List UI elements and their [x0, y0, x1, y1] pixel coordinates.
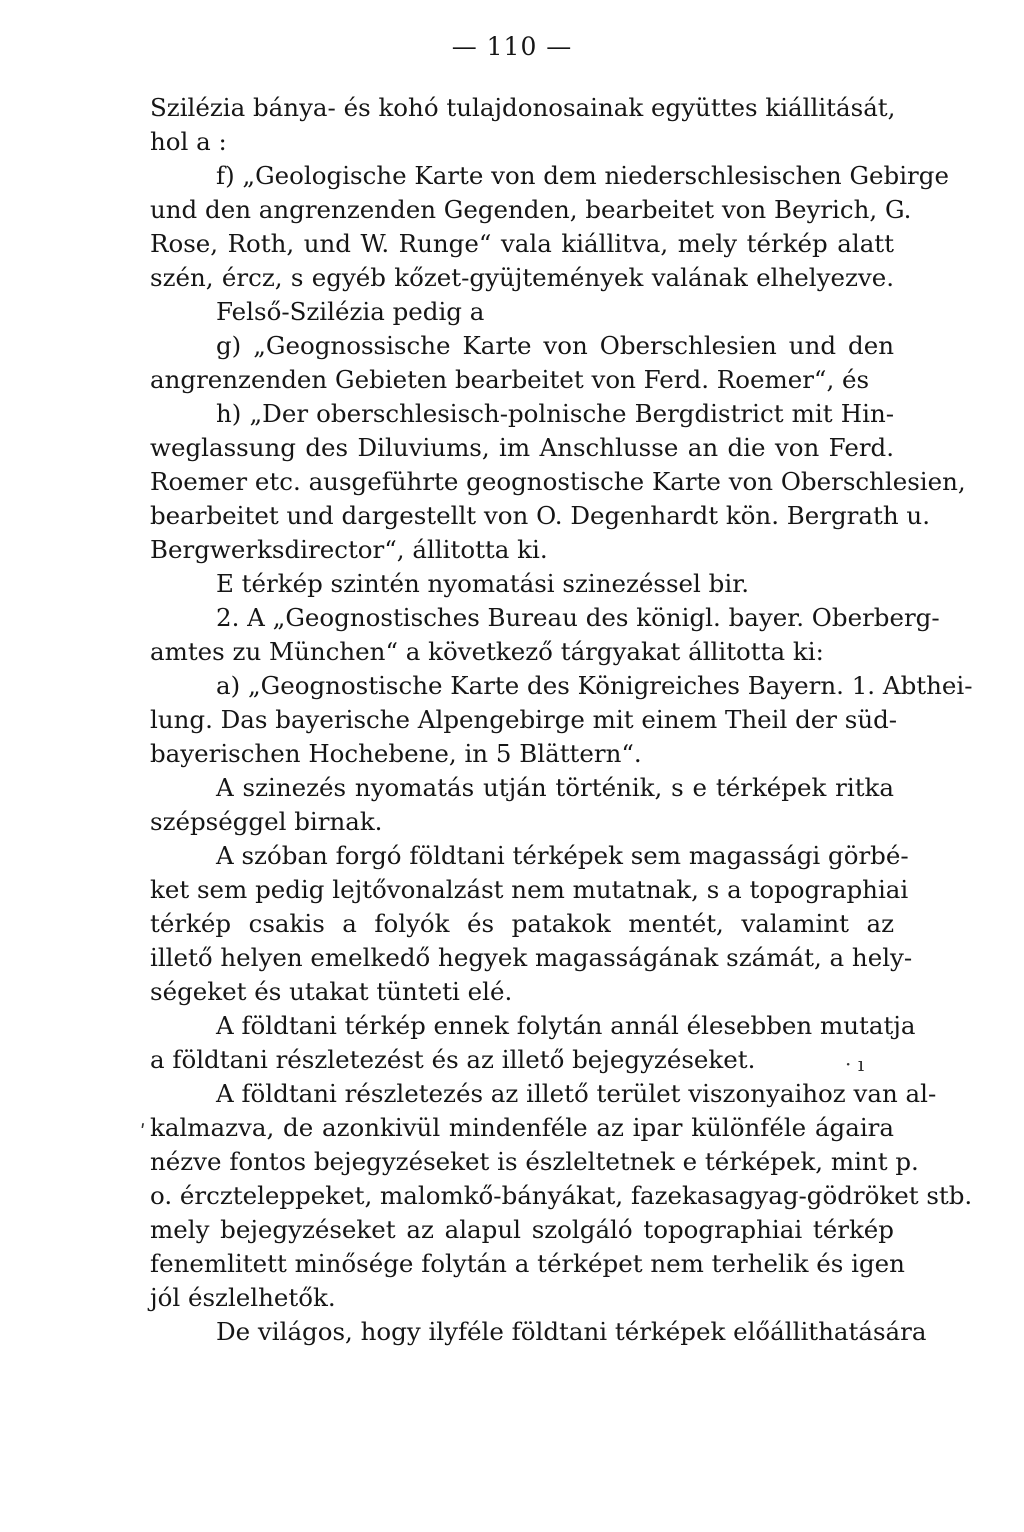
text-line: und den angrenzenden Gegenden, bearbeitet von Beyrich, G. [150, 195, 912, 224]
text-line: hol a : [150, 127, 227, 156]
text-line: o. érczteleppeket, malomkő-bányákat, fazekasagyag-gödröket stb. [150, 1181, 973, 1210]
text-line: Roemer etc. ausgeführte geognostische Karte von Oberschlesien, [150, 467, 966, 496]
text-line: E térkép szintén nyomatási szinezéssel bir. [216, 569, 750, 598]
text-line: térkép csakis a folyók és patakok mentét, valamint az [150, 909, 894, 938]
text-line: De világos, hogy ilyféle földtani térképek előállithatására [216, 1317, 927, 1346]
text-line: szépséggel birnak. [150, 807, 383, 836]
text-line: A földtani térkép ennek folytán annál élesebben mutatja [216, 1011, 916, 1040]
page-number: — 110 — [451, 32, 573, 61]
text-line: 2. A „Geognostisches Bureau des königl. bayer. Oberberg- [216, 603, 940, 632]
text-line: bayerischen Hochebene, in 5 Blättern“. [150, 739, 642, 768]
text-line: angrenzenden Gebieten bearbeitet von Ferd. Roemer“, és [150, 365, 870, 394]
margin-mark: ʹ [140, 1120, 146, 1144]
text-line: amtes zu München“ a következő tárgyakat állitotta ki: [150, 637, 824, 666]
text-line: Bergwerksdirector“, állitotta ki. [150, 535, 548, 564]
text-line: f) „Geologische Karte von dem niederschlesischen Gebirge [216, 161, 949, 190]
text-line: Szilézia bánya- és kohó tulajdonosainak együttes kiállitását, [150, 93, 896, 122]
text-line: h) „Der oberschlesisch-polnische Bergdistrict mit Hin- [216, 399, 894, 428]
text-line: ségeket és utakat tünteti elé. [150, 977, 513, 1006]
text-line: A szinezés nyomatás utján történik, s e térképek ritka [216, 773, 894, 802]
text-line: a) „Geognostische Karte des Königreiches Bayern. 1. Abthei- [216, 671, 973, 700]
text-line: illető helyen emelkedő hegyek magasságának számát, a hely- [150, 943, 913, 972]
text-line: A földtani részletezés az illető terület viszonyaihoz van al- [216, 1079, 937, 1108]
margin-mark: · ı [845, 1052, 865, 1076]
text-line: a földtani részletezést és az illető bejegyzéseket. [150, 1045, 756, 1074]
text-line: g) „Geognossische Karte von Oberschlesien und den [216, 331, 894, 360]
text-line: mely bejegyzéseket az alapul szolgáló topographiai térkép [150, 1215, 894, 1244]
text-line: Rose, Roth, und W. Runge“ vala kiállitva, mely térkép alatt [150, 229, 894, 258]
text-line: lung. Das bayerische Alpengebirge mit einem Theil der süd- [150, 705, 898, 734]
text-line: szén, ércz, s egyéb kőzet-gyüjtemények valának elhelyezve. [150, 263, 894, 292]
text-line: kalmazva, de azonkivül mindenféle az ipar különféle ágaira [150, 1113, 894, 1142]
text-line: bearbeitet und dargestellt von O. Degenhardt kön. Bergrath u. [150, 501, 930, 530]
text-line: ket sem pedig lejtővonalzást nem mutatnak, s a topographiai [150, 875, 909, 904]
text-line: A szóban forgó földtani térképek sem magassági görbé- [216, 841, 909, 870]
text-line: nézve fontos bejegyzéseket is észleltetnek e térképek, mint p. [150, 1147, 919, 1176]
text-line: Felső-Szilézia pedig a [216, 297, 485, 326]
text-line: fenemlitett minősége folytán a térképet nem terhelik és igen [150, 1249, 905, 1278]
text-line: weglassung des Diluviums, im Anschlusse an die von Ferd. [150, 433, 894, 462]
text-line: jól észlelhetők. [150, 1283, 336, 1312]
